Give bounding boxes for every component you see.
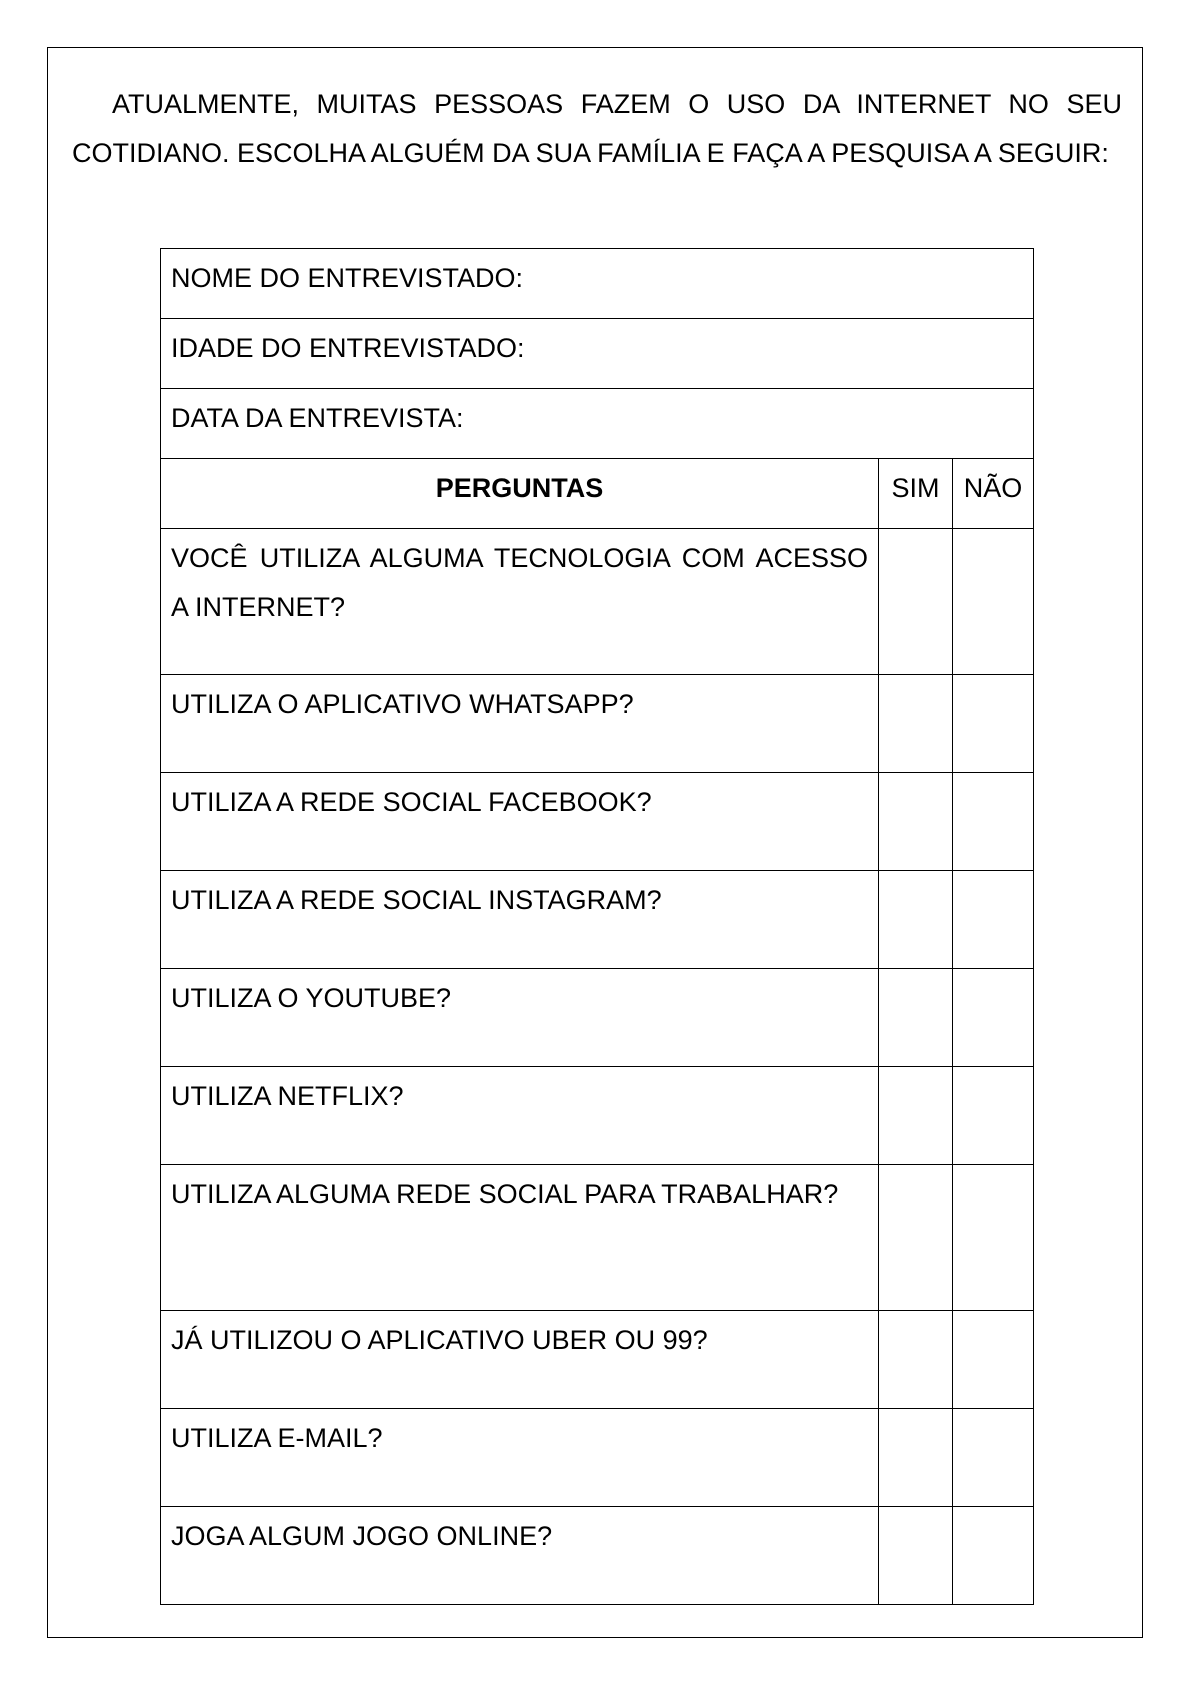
yes-checkbox-cell[interactable] [879, 1311, 953, 1409]
question-row [161, 1311, 1034, 1409]
date-label: DATA DA ENTREVISTA: [171, 403, 464, 433]
age-label: IDADE DO ENTREVISTADO: [171, 333, 525, 363]
name-label: NOME DO ENTREVISTADO: [171, 263, 524, 293]
yes-checkbox-cell[interactable] [879, 969, 953, 1067]
no-checkbox-cell[interactable] [953, 871, 1034, 969]
question-text: JOGA ALGUM JOGO ONLINE? [161, 1507, 879, 1605]
yes-checkbox-cell[interactable] [879, 529, 953, 675]
question-row [161, 675, 1034, 773]
question-text: UTILIZA O APLICATIVO WHATSAPP? [161, 675, 879, 773]
intro-paragraph: ATUALMENTE, MUITAS PESSOAS FAZEM O USO DA INTERNET NO SEU COTIDIANO. ESCOLHA ALGUÉM DA SUA FAMÍLIA E FAÇA A PESQUISA A SEGUIR: [72, 89, 1122, 168]
question-row [161, 1067, 1034, 1165]
question-text: UTILIZA ALGUMA REDE SOCIAL PARA TRABALHAR? [161, 1165, 879, 1311]
question-text: UTILIZA O YOUTUBE? [161, 969, 879, 1067]
yes-checkbox-cell[interactable] [879, 675, 953, 773]
date-row [161, 389, 1034, 459]
name-field[interactable] [161, 249, 1034, 319]
no-checkbox-cell[interactable] [953, 1165, 1034, 1311]
no-checkbox-cell[interactable] [953, 1067, 1034, 1165]
questions-header: PERGUNTAS [161, 459, 879, 529]
no-checkbox-cell[interactable] [953, 1311, 1034, 1409]
yes-checkbox-cell[interactable] [879, 773, 953, 871]
question-row [161, 529, 1034, 675]
age-row [161, 319, 1034, 389]
question-text: UTILIZA A REDE SOCIAL INSTAGRAM? [161, 871, 879, 969]
header-row [161, 459, 1034, 529]
question-row [161, 1165, 1034, 1311]
no-checkbox-cell[interactable] [953, 675, 1034, 773]
question-text: UTILIZA E-MAIL? [161, 1409, 879, 1507]
no-checkbox-cell[interactable] [953, 1507, 1034, 1605]
survey-table [160, 248, 1034, 1605]
yes-checkbox-cell[interactable] [879, 1507, 953, 1605]
question-row [161, 1507, 1034, 1605]
yes-checkbox-cell[interactable] [879, 1165, 953, 1311]
question-row [161, 1409, 1034, 1507]
question-text: VOCÊ UTILIZA ALGUMA TECNOLOGIA COM ACESSO A INTERNET? [161, 529, 879, 675]
question-text: JÁ UTILIZOU O APLICATIVO UBER OU 99? [161, 1311, 879, 1409]
question-text: UTILIZA NETFLIX? [161, 1067, 879, 1165]
question-row [161, 773, 1034, 871]
name-row [161, 249, 1034, 319]
yes-checkbox-cell[interactable] [879, 1409, 953, 1507]
question-text: UTILIZA A REDE SOCIAL FACEBOOK? [161, 773, 879, 871]
no-checkbox-cell[interactable] [953, 529, 1034, 675]
no-header: NÃO [953, 459, 1034, 529]
yes-checkbox-cell[interactable] [879, 1067, 953, 1165]
no-checkbox-cell[interactable] [953, 969, 1034, 1067]
question-row [161, 871, 1034, 969]
question-row [161, 969, 1034, 1067]
yes-header: SIM [879, 459, 953, 529]
no-checkbox-cell[interactable] [953, 1409, 1034, 1507]
no-checkbox-cell[interactable] [953, 773, 1034, 871]
yes-checkbox-cell[interactable] [879, 871, 953, 969]
age-field[interactable] [161, 319, 1034, 389]
date-field[interactable] [161, 389, 1034, 459]
